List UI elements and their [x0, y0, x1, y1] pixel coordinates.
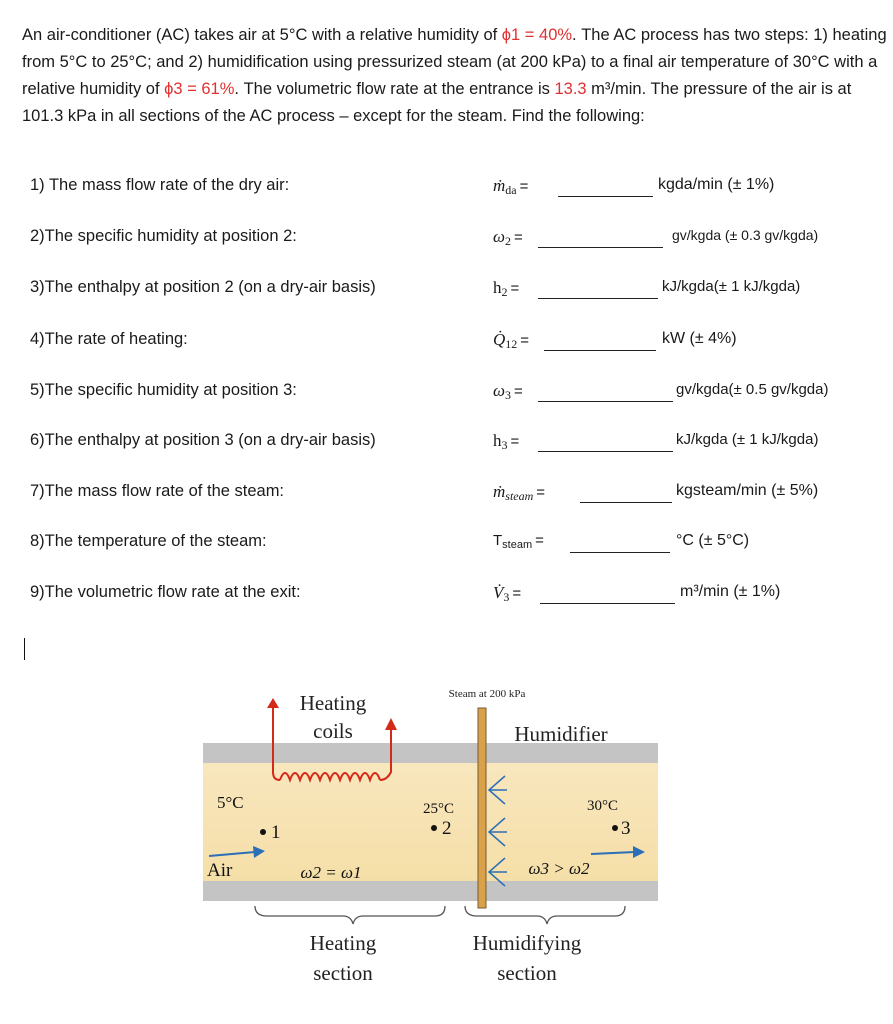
state-3-dot — [612, 825, 618, 831]
answer-blank[interactable] — [538, 401, 673, 402]
question-label: 8)The temperature of the steam: — [30, 532, 267, 550]
problem-text-1: An air-conditioner (AC) takes air at 5°C with a relative humidity of — [22, 26, 502, 44]
phi3-value: ϕ3 = 61% — [164, 80, 235, 98]
variable-symbol: $\omega_3$ = — [493, 381, 523, 402]
question-label: 5)The specific humidity at position 3: — [30, 381, 297, 399]
humidifying-section-label-2: section — [497, 961, 557, 985]
phi1-value: ϕ1 = 40% — [501, 26, 573, 44]
variable-symbol: $V̇_3$ = — [493, 583, 522, 604]
steam-pipe — [478, 708, 486, 908]
state-2-dot — [431, 825, 437, 831]
variable-symbol: $Q̇_{12}$ = — [493, 330, 530, 351]
question-label: 2)The specific humidity at position 2: — [30, 227, 297, 245]
duct-bottom-wall — [203, 881, 658, 901]
humidifying-section-brace — [465, 906, 625, 924]
answer-blank[interactable] — [580, 502, 672, 503]
question-label: 1) The mass flow rate of the dry air: — [30, 176, 290, 194]
answer-blank[interactable] — [544, 350, 656, 351]
heating-section-label: Heating — [309, 931, 377, 955]
unit-label: kW (± 4%) — [662, 330, 737, 347]
answer-blank[interactable] — [538, 247, 663, 248]
question-row-3 — [0, 278, 893, 304]
question-label: 6)The enthalpy at position 3 (on a dry-air basis) — [30, 431, 376, 449]
humidifier-label: Humidifier — [514, 722, 608, 746]
question-row-5 — [0, 381, 893, 407]
answer-blank[interactable] — [558, 196, 653, 197]
problem-text-2: . The AC process has two steps: 1) heating from 5°C to 25°C; and 2) humidification using pressurized steam (at 200 kPa) to a final air temperature of 30°C with a relative humidity of — [22, 26, 887, 98]
unit-label: kJ/kgda (± 1 kJ/kgda) — [676, 431, 819, 448]
question-row-9 — [0, 583, 893, 609]
unit-label: °C (± 5°C) — [676, 532, 750, 549]
answer-blank[interactable] — [538, 298, 658, 299]
question-row-6 — [0, 431, 893, 457]
duct-top-wall — [203, 743, 658, 763]
variable-symbol: $\omega_2$ = — [493, 227, 523, 248]
unit-label: gv/kgda(± 0.5 gv/kgda) — [676, 381, 829, 398]
problem-statement — [22, 22, 888, 130]
unit-label: gv/kgda (± 0.3 gv/kgda) — [672, 227, 819, 243]
heating-section-brace — [255, 906, 445, 924]
answer-blank[interactable] — [570, 552, 670, 553]
air-label: Air — [207, 860, 233, 881]
problem-text-4: m³/min. The pressure of the air is at 101.3 kPa in all sections of the AC process – except for the steam. Find the following: — [22, 80, 852, 125]
variable-symbol: ṁ$_{steam}$ = — [493, 482, 546, 503]
state-1-label: 1 — [271, 822, 281, 843]
heating-coils-label-2: coils — [313, 719, 353, 743]
unit-label: kgda/min (± 1%) — [658, 176, 775, 193]
text-cursor — [24, 638, 25, 660]
variable-symbol: ṁ$_{da}$ = — [493, 176, 529, 197]
question-row-8 — [0, 532, 893, 558]
unit-label: kgsteam/min (± 5%) — [676, 482, 819, 499]
temp-state-1: 5°C — [217, 793, 244, 812]
question-label: 7)The mass flow rate of the steam: — [30, 482, 285, 500]
unit-label: kJ/kgda(± 1 kJ/kgda) — [662, 278, 801, 295]
variable-symbol: $T_{steam}$ = — [493, 532, 544, 551]
question-label: 9)The volumetric flow rate at the exit: — [30, 583, 301, 601]
heating-coils-label: Heating — [299, 691, 367, 715]
humidifying-section-label: Humidifying — [472, 931, 582, 955]
question-row-1 — [0, 176, 893, 202]
steam-label: Steam at 200 kPa — [448, 688, 526, 700]
variable-symbol: $h_2$ = — [493, 278, 520, 299]
flow-rate-value: 13.3 — [554, 80, 587, 98]
answer-blank[interactable] — [538, 451, 673, 452]
problem-text-3: . The volumetric flow rate at the entrance is — [234, 80, 555, 98]
question-label: 3)The enthalpy at position 2 (on a dry-air basis) — [30, 278, 376, 296]
ac-process-diagram — [195, 668, 665, 998]
heating-section-label-2: section — [313, 961, 373, 985]
state-1-dot — [260, 829, 266, 835]
question-row-4 — [0, 330, 893, 356]
question-row-7 — [0, 482, 893, 508]
answer-blank[interactable] — [540, 603, 675, 604]
question-row-2 — [0, 227, 893, 253]
unit-label: m³/min (± 1%) — [680, 583, 781, 600]
state-2-label: 2 — [442, 818, 452, 839]
variable-symbol: $h_3$ = — [493, 431, 520, 452]
temp-state-2: 25°C — [423, 801, 455, 817]
omega-humidifying: ω3 > ω2 — [528, 859, 590, 878]
state-3-label: 3 — [621, 818, 631, 839]
temp-state-3: 30°C — [587, 798, 619, 814]
question-label: 4)The rate of heating: — [30, 330, 188, 348]
omega-heating: ω2 = ω1 — [300, 863, 362, 882]
